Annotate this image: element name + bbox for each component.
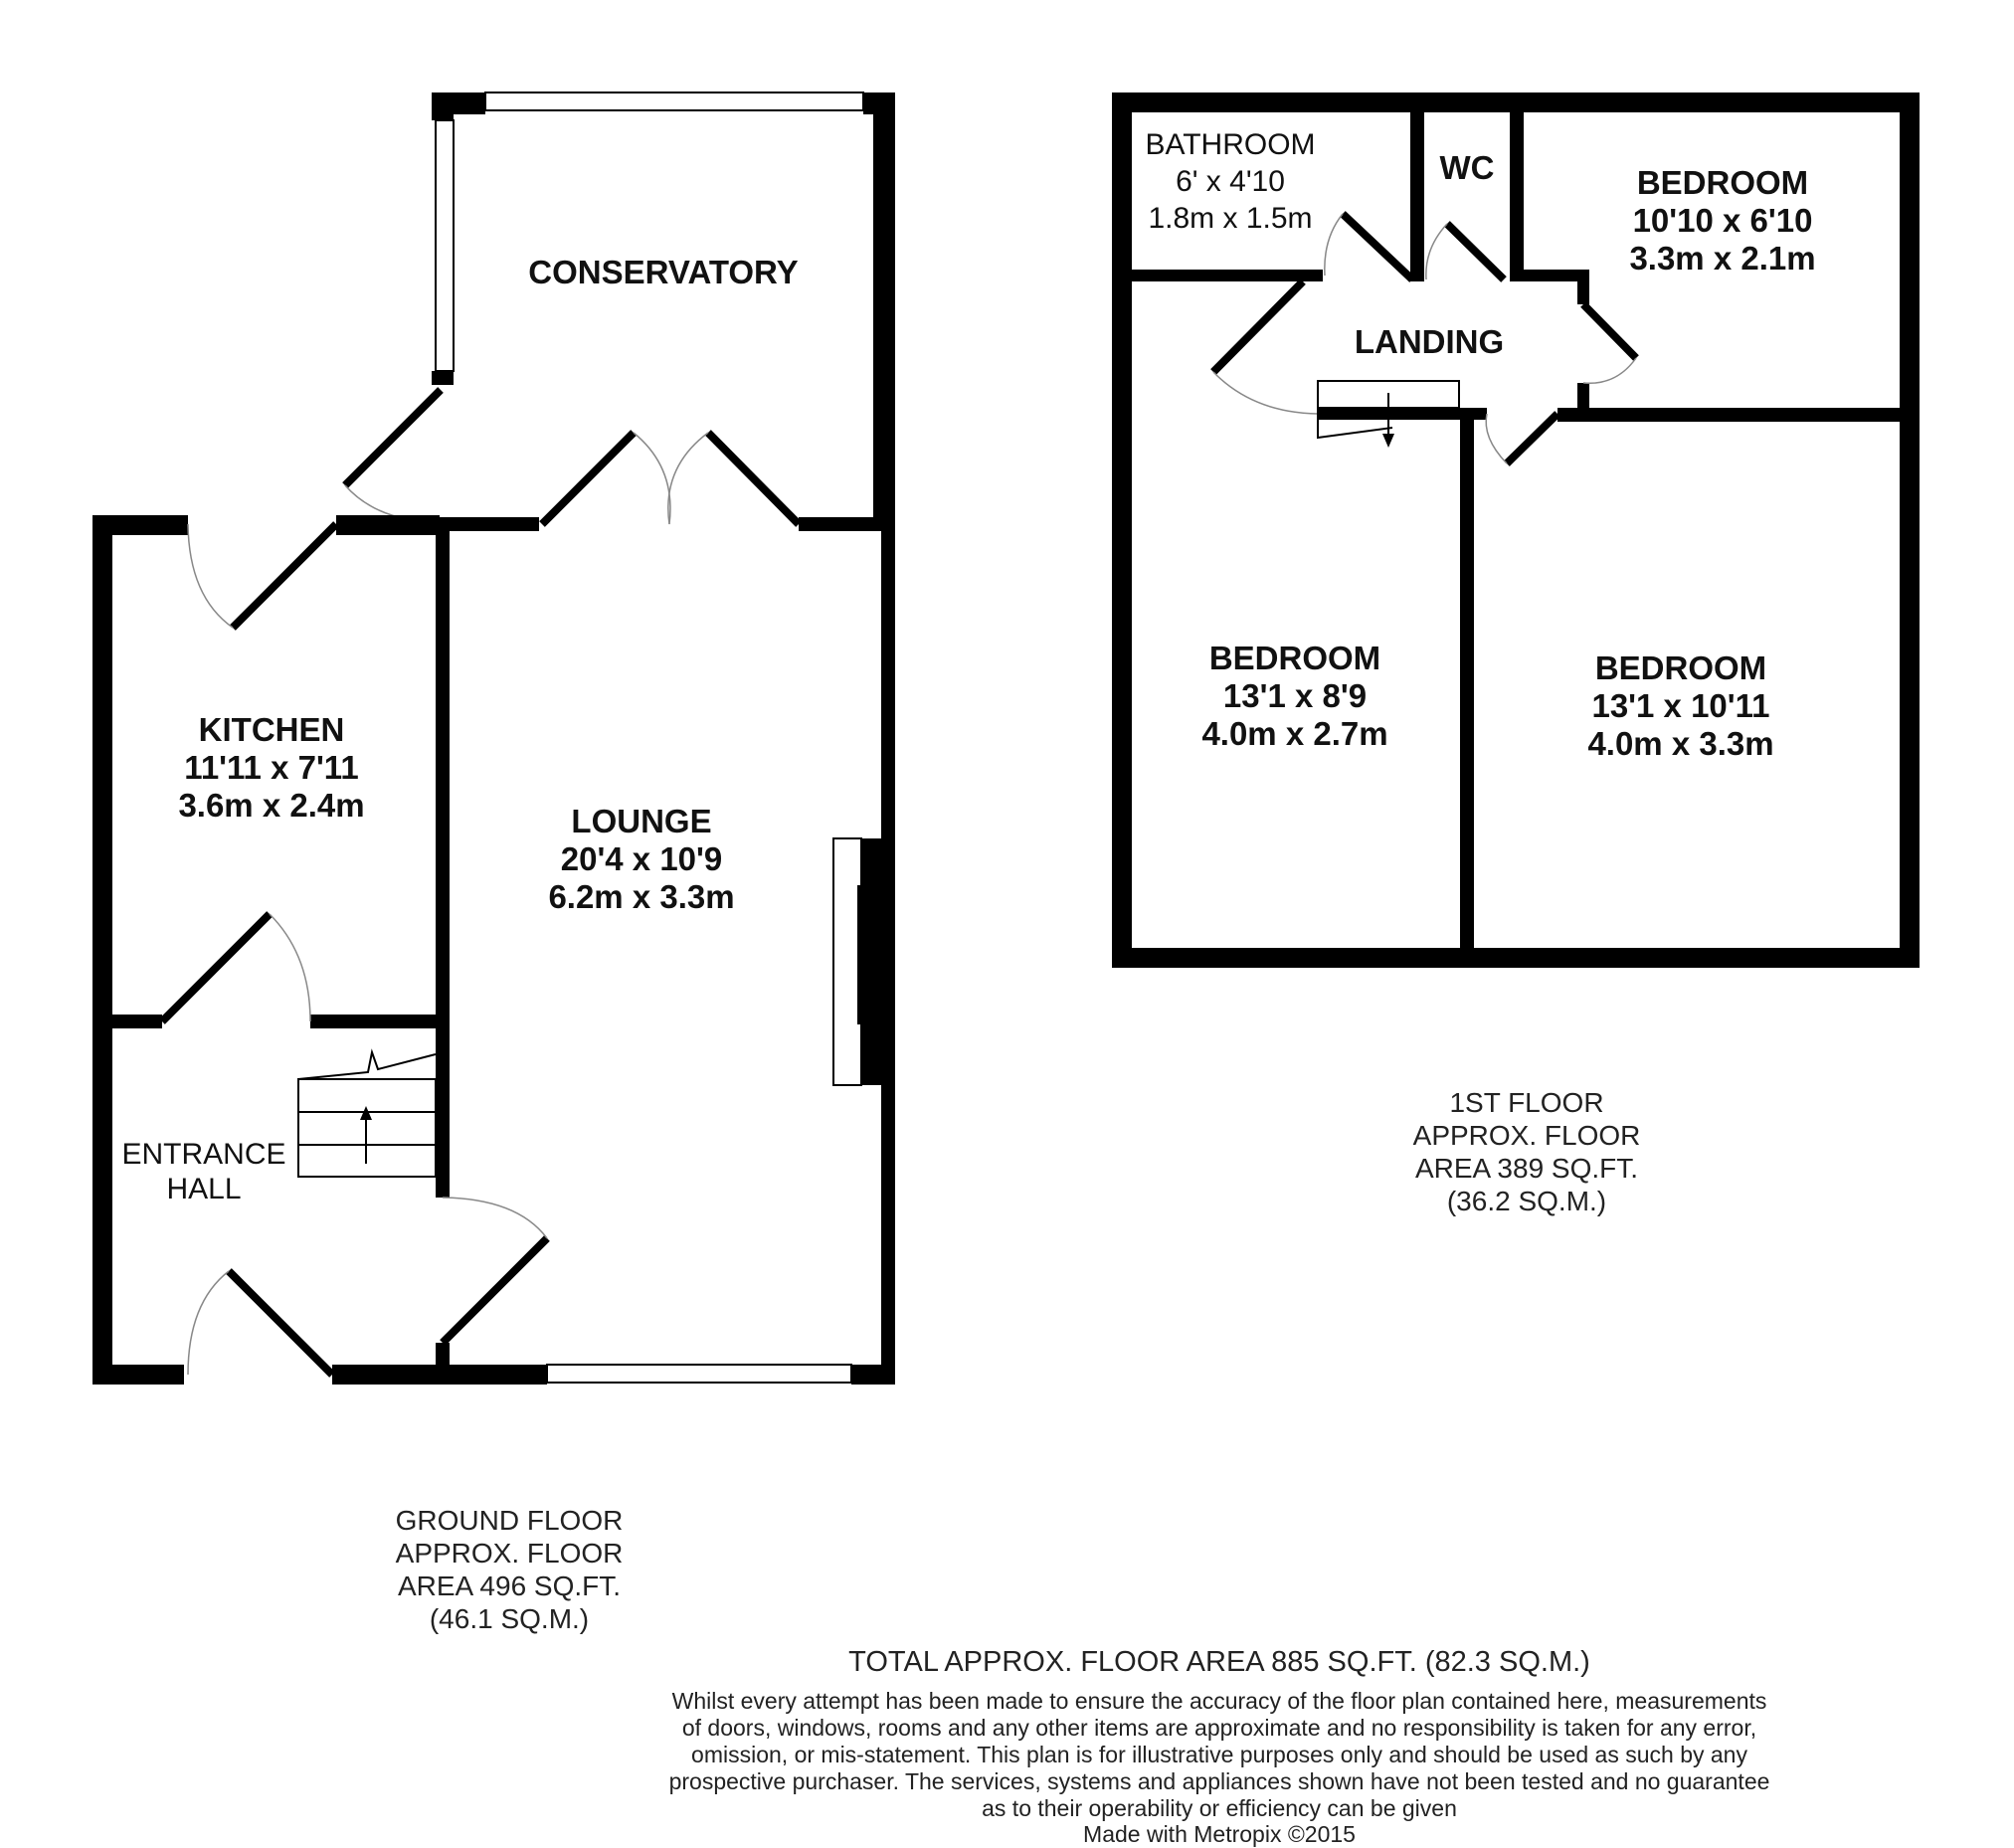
outer-wall-left — [92, 515, 112, 1383]
conservatory-side-door[interactable] — [345, 390, 441, 485]
first-floor-area-line3: AREA 389 SQ.FT. — [1414, 1153, 1639, 1184]
staircase-down-arrow-icon — [1382, 434, 1394, 448]
front-door[interactable] — [229, 1271, 332, 1375]
french-door-left[interactable] — [542, 433, 634, 524]
first-floor-outer-right — [1900, 92, 1920, 968]
bathroom-wc-wall — [1410, 112, 1424, 281]
bathroom-label: BATHROOM — [1145, 128, 1316, 161]
kitchen-metric-dimensions: 3.6m x 2.4m — [178, 787, 365, 824]
first-floor-outer-left — [1112, 92, 1132, 968]
fireplace-hearth — [833, 838, 861, 1085]
wc-door[interactable] — [1447, 224, 1504, 279]
kitchen-back-door-swing — [188, 524, 233, 628]
fireplace-recess — [857, 885, 865, 1024]
french-door-right-swing — [668, 433, 708, 524]
entrance-hall-label-line1: ENTRANCE — [121, 1138, 286, 1171]
conservatory-wall-right — [873, 92, 895, 530]
bathroom-door-swing — [1325, 214, 1343, 276]
lounge-metric-dimensions: 6.2m x 3.3m — [548, 878, 735, 915]
kitchen-hall-wall-left — [92, 1015, 162, 1028]
first-floor-outer-top — [1112, 92, 1920, 112]
left-bedroom-imperial-dimensions: 13'1 x 8'9 — [1222, 677, 1368, 714]
bathroom-wall-bottom — [1132, 270, 1323, 281]
kitchen-hall-door-swing — [270, 914, 310, 1021]
french-door-left-swing — [634, 433, 670, 524]
kitchen-wall-top-right — [336, 515, 440, 535]
entrance-hall-label-line2: HALL — [166, 1173, 242, 1205]
outer-wall-bottom-right — [851, 1365, 895, 1385]
kitchen-lounge-wall — [436, 517, 450, 1198]
first-floor-outer-bottom — [1112, 948, 1920, 968]
kitchen-hall-wall-right — [310, 1015, 450, 1028]
bedrooms-dividing-wall — [1460, 408, 1474, 958]
first-floor-area-line2: APPROX. FLOOR — [1412, 1120, 1641, 1151]
ground-floor-area-line2: APPROX. FLOOR — [395, 1538, 624, 1569]
small-bedroom-metric-dimensions: 3.3m x 2.1m — [1629, 240, 1816, 277]
wc-label: WC — [1439, 149, 1495, 186]
bathroom-door[interactable] — [1343, 214, 1412, 279]
small-bedroom-wall-bottom — [1557, 408, 1900, 422]
ground-floor-staircase — [298, 1052, 436, 1177]
landing-label: LANDING — [1354, 323, 1505, 360]
left-bedroom-door-swing — [1213, 372, 1318, 414]
kitchen-imperial-dimensions: 11'11 x 7'11 — [184, 749, 359, 786]
kitchen-hall-door[interactable] — [162, 914, 270, 1021]
outer-wall-bottom-mid — [332, 1365, 547, 1385]
french-door-right[interactable] — [708, 433, 799, 524]
lounge-imperial-dimensions: 20'4 x 10'9 — [560, 840, 723, 877]
disclaimer-line-1: Whilst every attempt has been made to ensure the accuracy of the floor plan contained here, measurements — [671, 1688, 1767, 1714]
conservatory-label: CONSERVATORY — [528, 254, 799, 290]
small-bedroom-imperial-dimensions: 10'10 x 6'10 — [1632, 202, 1813, 239]
first-floor-area-line4: (36.2 SQ.M.) — [1446, 1186, 1607, 1216]
wc-door-swing — [1426, 224, 1447, 279]
lounge-window-bottom — [547, 1365, 851, 1383]
bathroom-imperial-dimensions: 6' x 4'10 — [1176, 165, 1285, 198]
kitchen-label: KITCHEN — [198, 711, 345, 748]
disclaimer-line-3: omission, or mis-statement. This plan is for illustrative purposes only and should be used as such by any — [691, 1742, 1747, 1767]
hall-lounge-door-swing — [443, 1198, 547, 1238]
left-bedroom-door[interactable] — [1213, 281, 1303, 372]
total-floor-area: TOTAL APPROX. FLOOR AREA 885 SQ.FT. (82.3 SQ.M.) — [848, 1646, 1590, 1678]
disclaimer-line-5: as to their operability or efficiency can be given — [982, 1795, 1457, 1821]
disclaimer-line-2: of doors, windows, rooms and any other items are approximate and no responsibility is taken for any error, — [681, 1715, 1757, 1741]
front-door-swing — [188, 1271, 229, 1375]
hall-lounge-door[interactable] — [443, 1238, 547, 1343]
right-bedroom-label: BEDROOM — [1594, 649, 1767, 686]
right-bedroom-imperial-dimensions: 13'1 x 10'11 — [1591, 687, 1770, 724]
small-bedroom-label: BEDROOM — [1636, 164, 1809, 201]
conservatory-lounge-wall-right — [799, 517, 895, 531]
ground-floor-area-line1: GROUND FLOOR — [395, 1505, 624, 1536]
lounge-wall-right — [881, 517, 895, 1385]
small-bedroom-wall-side — [1577, 270, 1589, 304]
first-floor-area-line1: 1ST FLOOR — [1449, 1087, 1604, 1118]
metropix-credit: Made with Metropix ©2015 — [1083, 1821, 1356, 1847]
lounge-label: LOUNGE — [571, 803, 712, 839]
conservatory-window-top — [485, 92, 863, 110]
conservatory-lounge-wall-left — [436, 517, 539, 531]
ground-floor-area-line3: AREA 496 SQ.FT. — [397, 1571, 622, 1601]
ground-floor-area-line4: (46.1 SQ.M.) — [429, 1603, 590, 1634]
right-bedroom-door[interactable] — [1507, 414, 1557, 463]
bathroom-metric-dimensions: 1.8m x 1.5m — [1148, 202, 1313, 235]
outer-wall-bottom-left — [92, 1365, 184, 1385]
left-bedroom-label: BEDROOM — [1208, 640, 1381, 676]
small-bedroom-door-swing — [1583, 358, 1636, 383]
left-bedroom-metric-dimensions: 4.0m x 2.7m — [1201, 715, 1388, 752]
small-bedroom-door[interactable] — [1583, 304, 1636, 358]
wc-bedroom-wall — [1510, 112, 1524, 281]
conservatory-wall-left-bottom — [432, 371, 454, 385]
disclaimer-line-4: prospective purchaser. The services, systems and appliances shown have not been tested and no guarantee — [668, 1768, 1770, 1794]
conservatory-window-left — [436, 120, 454, 371]
conservatory-wall-left-top — [432, 92, 454, 120]
kitchen-back-door[interactable] — [233, 524, 336, 628]
right-bedroom-metric-dimensions: 4.0m x 3.3m — [1587, 725, 1774, 762]
right-bedroom-door-swing — [1486, 414, 1507, 463]
